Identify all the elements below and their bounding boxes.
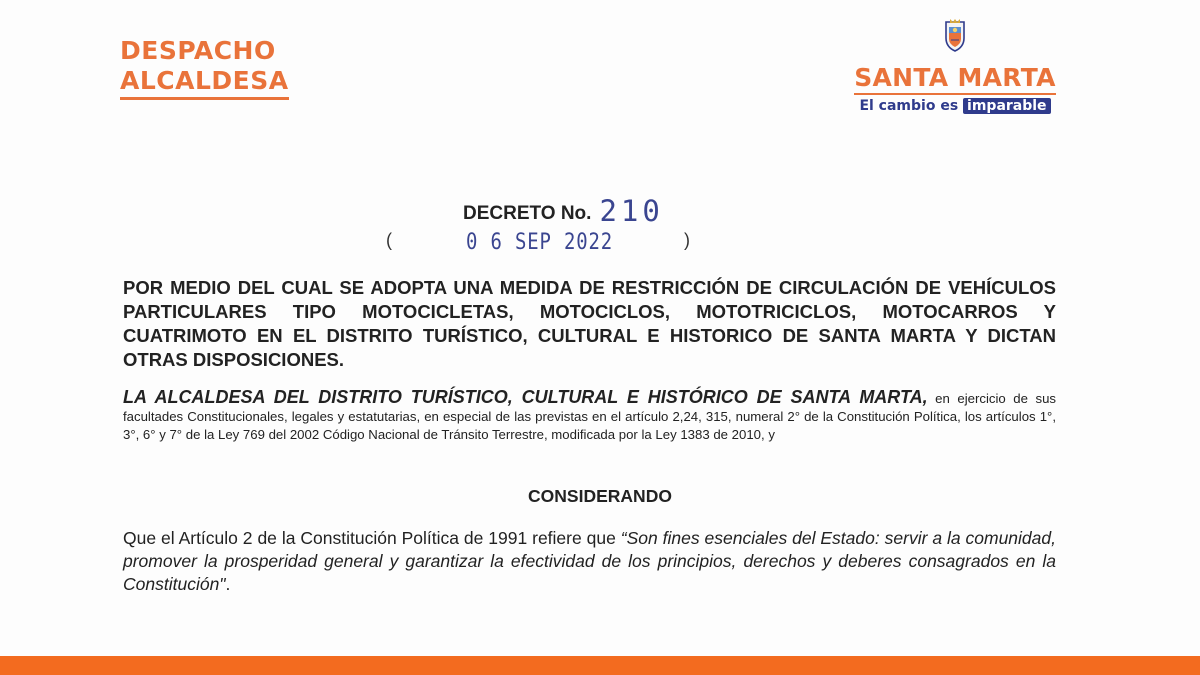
considerando-paragraph <box>123 527 1056 596</box>
bottom-accent-bar <box>0 656 1200 675</box>
intro-paragraph <box>123 388 1056 444</box>
slogan-highlight: imparable <box>963 98 1051 114</box>
decree-date-stamp: 0 6 SEP 2022 <box>466 230 614 255</box>
brand-divider <box>854 93 1056 95</box>
city-brand <box>848 18 1062 114</box>
decree-label: DECRETO No. <box>463 203 592 224</box>
decree-number: 210 <box>599 194 664 228</box>
intro-lead: LA ALCALDESA DEL DISTRITO TURÍSTICO, CULTURAL E HISTÓRICO DE SANTA MARTA, <box>123 387 928 407</box>
office-line-2: ALCALDESA <box>120 66 289 100</box>
decree-heading <box>463 194 664 228</box>
decree-date-row <box>386 228 696 260</box>
office-line-1: DESPACHO <box>120 36 276 65</box>
date-paren-open: ( <box>386 230 392 250</box>
paragraph-quote: “Son fines esenciales del Estado: servir a la comunidad, promover la prosperidad general y garantizar la efectividad de los principios, derechos y deberes consagrados en la Constitución" <box>123 528 1056 594</box>
coat-of-arms-icon <box>943 18 967 52</box>
office-header <box>120 36 289 100</box>
slogan-prefix: El cambio es <box>859 98 959 114</box>
paragraph-prefix: Que el Artículo 2 de la Constitución Política de 1991 refiere que <box>123 528 621 548</box>
intro-body: en ejercicio de sus facultades Constitucionales, legales y estatutarias, en especial de las previstas en el artículo 2,24, 315, numeral 2° de la Constitución Política, los artículos 1°, 3°, 6° y 7° de la Ley 769 del 2002 Código Nacional de Tránsito Terrestre, modificada por la Ley 1383 de 2010, y <box>123 391 1057 442</box>
date-paren-close: ) <box>684 230 690 250</box>
paragraph-suffix: . <box>225 574 231 594</box>
decree-title: POR MEDIO DEL CUAL SE ADOPTA UNA MEDIDA DE RESTRICCIÓN DE CIRCULACIÓN DE VEHÍCULOS PARTICULARES TIPO MOTOCICLETAS, MOTOCICLOS, MOTOTRICICLOS, MOTOCARROS Y CUATRIMOTO EN EL DISTRITO TURÍSTICO, CULTURAL E HISTORICO DE SANTA MARTA Y DICTAN OTRAS DISPOSICIONES. <box>123 277 1056 370</box>
considerando-heading: CONSIDERANDO <box>528 486 672 506</box>
brand-name: SANTA MARTA <box>854 63 1056 92</box>
slogan <box>848 98 1062 114</box>
